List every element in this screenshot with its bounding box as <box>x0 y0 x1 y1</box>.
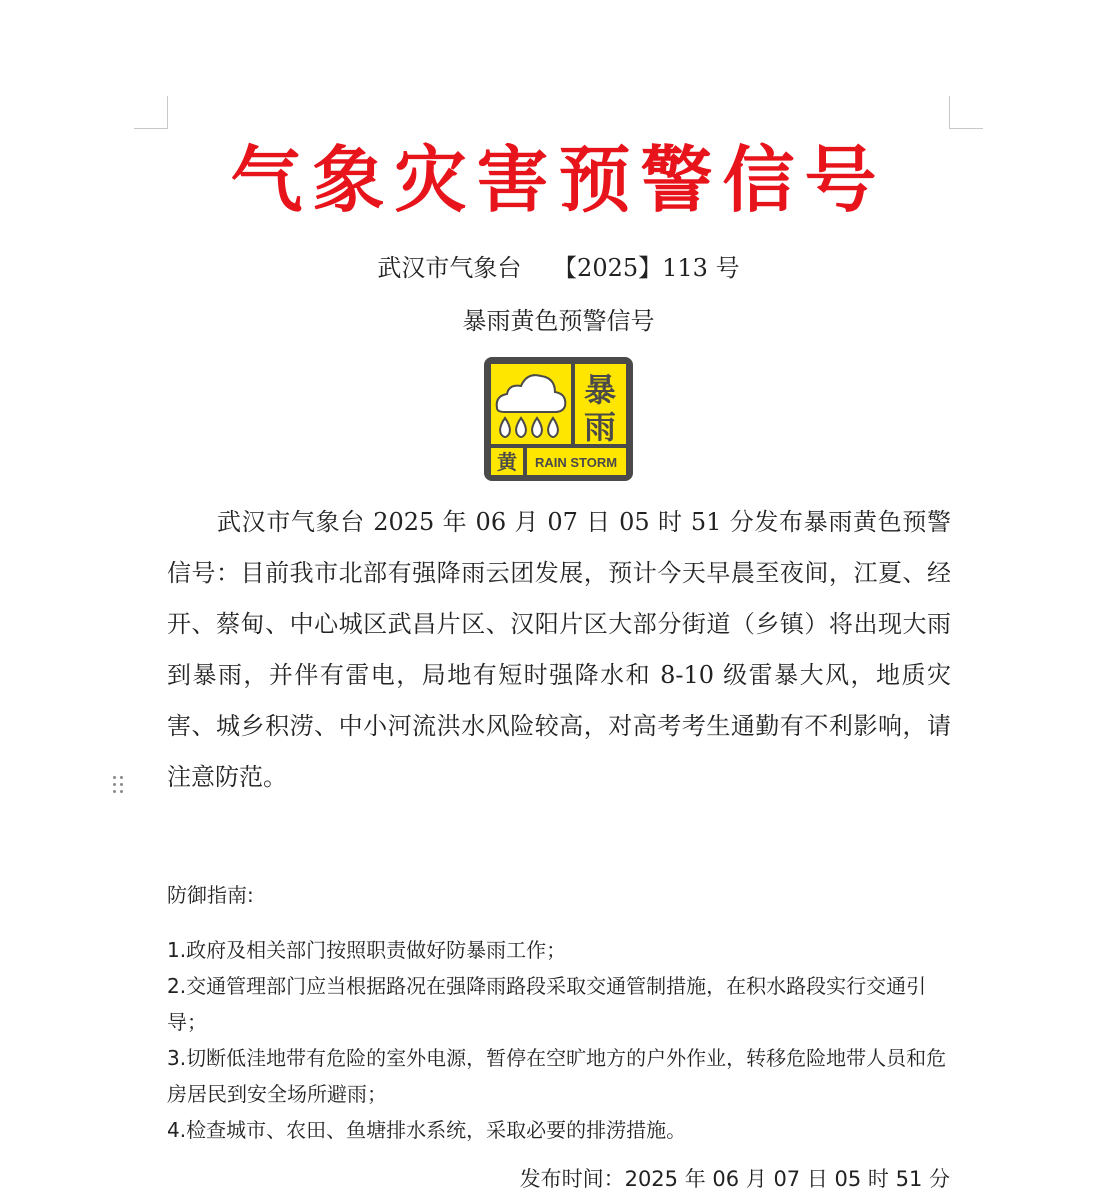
rainstorm-yellow-signal-icon <box>483 356 634 482</box>
publish-time: 发布时间：2025 年 06 月 07 日 05 时 51 分 <box>519 1167 950 1190</box>
crop-mark-top-right-horizontal <box>950 128 983 129</box>
document-title: 气象灾害预警信号 <box>230 137 887 222</box>
warning-body-text: 武汉市气象台 2025 年 06 月 07 日 05 时 51 分发布暴雨黄色预警信号：目前我市北部有强降雨云团发展，预计今天早晨至夜间，江夏、经开、蔡甸、中心城区武昌片区、汉阳片区大部分街道（乡镇）将出现大雨到暴雨，并伴有雷电，局地有短时强降水和 8-10 级雷暴大风，地质灾害、城乡积涝、中小河流洪水风险较高，对高考考生通勤有不利影响，请注意防范。 <box>167 508 951 791</box>
crop-mark-top-left-vertical <box>167 96 168 129</box>
list-item: 2.交通管理部门应当根据路况在强降雨路段采取交通管制措施，在积水路段实行交通引导； <box>167 974 927 1034</box>
list-item: 3.切断低洼地带有危险的室外电源，暂停在空旷地方的户外作业，转移危险地带人员和危房居民到安全场所避雨； <box>167 1046 947 1106</box>
signal-english-label: RAIN STORM <box>534 455 618 470</box>
list-item: 1.政府及相关部门按照职责做好防暴雨工作； <box>167 938 567 962</box>
crop-mark-top-right-vertical <box>949 96 950 129</box>
defense-guide-list <box>167 932 957 1148</box>
signal-level-label: 黄 <box>497 450 517 474</box>
crop-mark-top-left-horizontal <box>134 128 167 129</box>
document-number: 武汉市气象台 【2025】113 号 <box>377 254 740 282</box>
defense-guide-title: 防御指南: <box>167 883 254 907</box>
drag-handle-icon[interactable] <box>113 776 125 796</box>
list-item: 4.检查城市、农田、鱼塘排水系统，采取必要的排涝措施。 <box>167 1118 687 1142</box>
signal-label-top: 暴 <box>583 371 617 409</box>
signal-name: 暴雨黄色预警信号 <box>462 307 655 335</box>
signal-label-bottom: 雨 <box>583 408 617 446</box>
